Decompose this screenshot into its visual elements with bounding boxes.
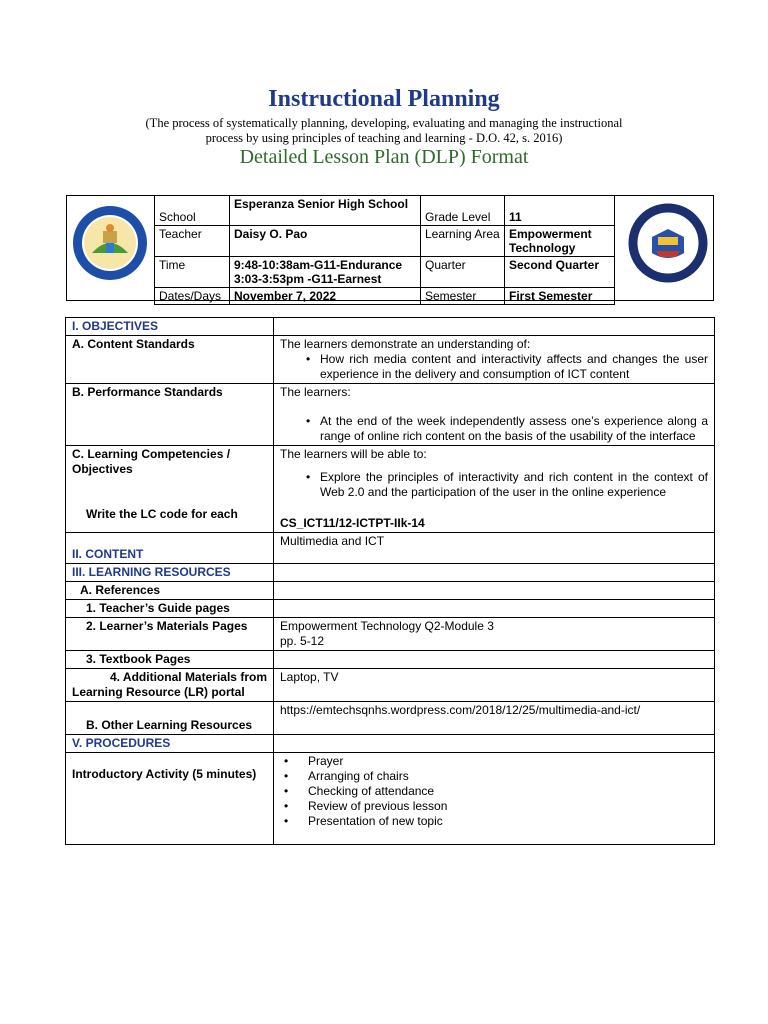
content-standards-cell [274,336,715,384]
lm-value-2: pp. 5-12 [280,634,325,648]
teacher-label: Teacher [155,226,230,257]
objectives-heading: I. OBJECTIVES [66,318,274,336]
dates-label: Dates/Days [155,288,230,305]
school-label: School [155,196,230,226]
time-label: Time [155,257,230,288]
time-value-2: 3:03-3:53pm -G11-Earnest [234,272,382,286]
time-value [230,257,421,288]
intro-activity-list [274,753,715,845]
performance-standards-item: • At the end of the week independently assess one’s experience along a range of online rich content on the basis of the usability of the interface [320,414,708,444]
intro-activity-label: Introductory Activity (5 minutes) [66,753,274,845]
additional-materials-label [66,669,274,702]
other-resources-label: B. Other Learning Resources [66,702,274,735]
competencies-label: C. Learning Competencies / Objectives [72,447,231,476]
resources-empty [274,564,715,582]
performance-standards-label: B. Performance Standards [66,384,274,446]
additional-materials-line-1: 4. Additional Materials from [110,670,267,684]
format-title: Detailed Lesson Plan (DLP) Format [239,146,529,168]
additional-materials-value: Laptop, TV [274,669,715,702]
deped-seal-icon [628,203,708,283]
resources-heading: III. LEARNING RESOURCES [66,564,274,582]
tg-pages-label: 1. Teacher’s Guide pages [66,600,274,618]
lm-value-1: Empowerment Technology Q2-Module 3 [280,619,494,633]
grade-value: 11 [505,196,615,226]
content-standards-label: A. Content Standards [66,336,274,384]
performance-standards-intro: The learners: [280,385,351,399]
grade-label: Grade Level [421,196,505,226]
textbook-empty [274,651,715,669]
intro-item: • Checking of attendance [308,784,708,799]
intro-item: • Presentation of new topic [308,814,708,829]
intro-item: • Review of previous lesson [308,799,708,814]
performance-standards-cell [274,384,715,446]
subtitle-line-1: (The process of systematically planning, developing, evaluating and managing the instructional [145,116,623,130]
area-label: Learning Area [421,226,505,257]
dates-value: November 7, 2022 [230,288,421,305]
quarter-value: Second Quarter [505,257,615,288]
intro-item: • Prayer [308,754,708,769]
content-heading: II. CONTENT [66,533,274,564]
quarter-label: Quarter [421,257,505,288]
lesson-plan-table [65,317,715,845]
area-value: Empowerment Technology [505,226,615,257]
competencies-intro: The learners will be able to: [280,447,427,461]
content-value: Multimedia and ICT [274,533,715,564]
page-title: Instructional Planning [268,86,500,112]
tg-pages-empty [274,600,715,618]
competencies-content [274,446,715,533]
time-value-1: 9:48-10:38am-G11-Endurance [234,258,403,272]
school-seal-icon [70,203,150,283]
intro-item: • Arranging of chairs [308,769,708,784]
procedures-empty [274,735,715,753]
semester-value: First Semester [505,288,615,305]
objectives-empty [274,318,715,336]
semester-label: Semester [421,288,505,305]
teacher-value: Daisy O. Pao [230,226,421,257]
content-standards-intro: The learners demonstrate an understanding of: [280,337,531,351]
procedures-heading: V. PROCEDURES [66,735,274,753]
additional-materials-line-2: Learning Resource (LR) portal [72,685,245,699]
references-label: A. References [66,582,274,600]
references-empty [274,582,715,600]
school-info-table [154,195,615,305]
page-subtitle [100,116,668,146]
subtitle-line-2: process by using principles of teaching and learning - D.O. 42, s. 2016) [205,131,563,145]
lm-pages-value [274,618,715,651]
school-value: Esperanza Senior High School [230,196,421,226]
content-standards-item: • How rich media content and interactivity affects and changes the user experience in the delivery and consumption of ICT content [320,352,708,382]
lc-code: CS_ICT11/12-ICTPT-IIk-14 [280,516,425,530]
competencies-item: • Explore the principles of interactivity and rich content in the context of Web 2.0 and the participation of the user in the online experience [320,470,708,500]
lc-code-label: Write the LC code for each [86,507,238,521]
competencies-cell [66,446,274,533]
other-resources-link[interactable]: https://emtechsqnhs.wordpress.com/2018/12/25/multimedia-and-ict/ [274,702,715,735]
lm-pages-label: 2. Learner’s Materials Pages [66,618,274,651]
textbook-label: 3. Textbook Pages [66,651,274,669]
